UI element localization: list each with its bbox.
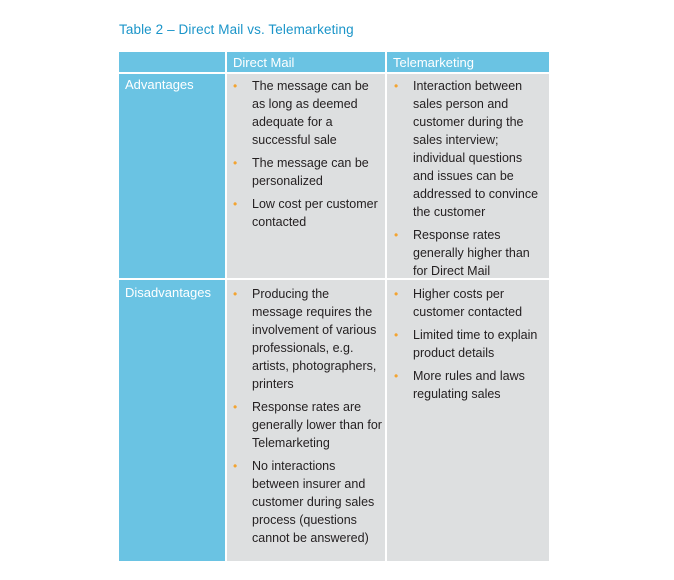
header-direct-mail: Direct Mail <box>225 52 386 73</box>
disadvantages-telemarketing-list <box>390 285 545 403</box>
list-item: • Response rates generally higher than for Direct Mail <box>394 228 530 278</box>
header-telemarketing: Telemarketing <box>386 52 549 73</box>
bullet-icon: • <box>394 228 399 242</box>
bullet-icon: • <box>233 400 238 414</box>
bullet-icon: • <box>394 79 399 93</box>
list-item: • Higher costs per customer contacted <box>394 287 523 319</box>
column-divider <box>385 52 387 561</box>
advantages-direct-mail-list <box>229 77 382 231</box>
list-item: • Response rates are generally lower than for Telemarketing <box>233 400 382 450</box>
list-item: • Producing the message requires the involvement of various professionals, e.g. artists, photographers, printers <box>233 287 377 391</box>
bullet-icon: • <box>233 197 238 211</box>
bullet-icon: • <box>394 328 399 342</box>
list-item: • Low cost per customer contacted <box>233 197 378 229</box>
list-item: • The message can be personalized <box>233 156 369 188</box>
bullet-icon: • <box>394 287 399 301</box>
list-item: • No interactions between insurer and customer during sales process (questions cannot be answered) <box>233 459 375 545</box>
row-divider <box>119 72 549 74</box>
disadvantages-telemarketing-cell <box>386 280 549 561</box>
advantages-telemarketing-list <box>390 77 545 280</box>
list-item: • Limited time to explain product details <box>394 328 538 360</box>
disadvantages-direct-mail-cell <box>225 280 386 561</box>
bullet-icon: • <box>233 156 238 170</box>
header-corner-cell <box>119 52 225 73</box>
list-item: • The message can be as long as deemed adequate for a successful sale <box>233 79 369 147</box>
comparison-table <box>119 52 549 561</box>
column-divider <box>225 52 227 561</box>
advantages-telemarketing-cell <box>386 73 549 278</box>
list-item: • Interaction between sales person and customer during the sales interview; individual questions and issues can be addressed to convince the customer <box>394 79 539 219</box>
table-caption: Table 2 – Direct Mail vs. Telemarketing <box>119 22 354 37</box>
bullet-icon: • <box>233 459 238 473</box>
bullet-icon: • <box>233 79 238 93</box>
bullet-icon: • <box>394 369 399 383</box>
row-label-disadvantages: Disadvantages <box>119 280 225 561</box>
row-divider <box>119 278 549 280</box>
advantages-direct-mail-cell <box>225 73 386 278</box>
disadvantages-direct-mail-list <box>229 285 382 547</box>
bullet-icon: • <box>233 287 238 301</box>
row-label-advantages: Advantages <box>119 73 225 278</box>
list-item: • More rules and laws regulating sales <box>394 369 525 401</box>
